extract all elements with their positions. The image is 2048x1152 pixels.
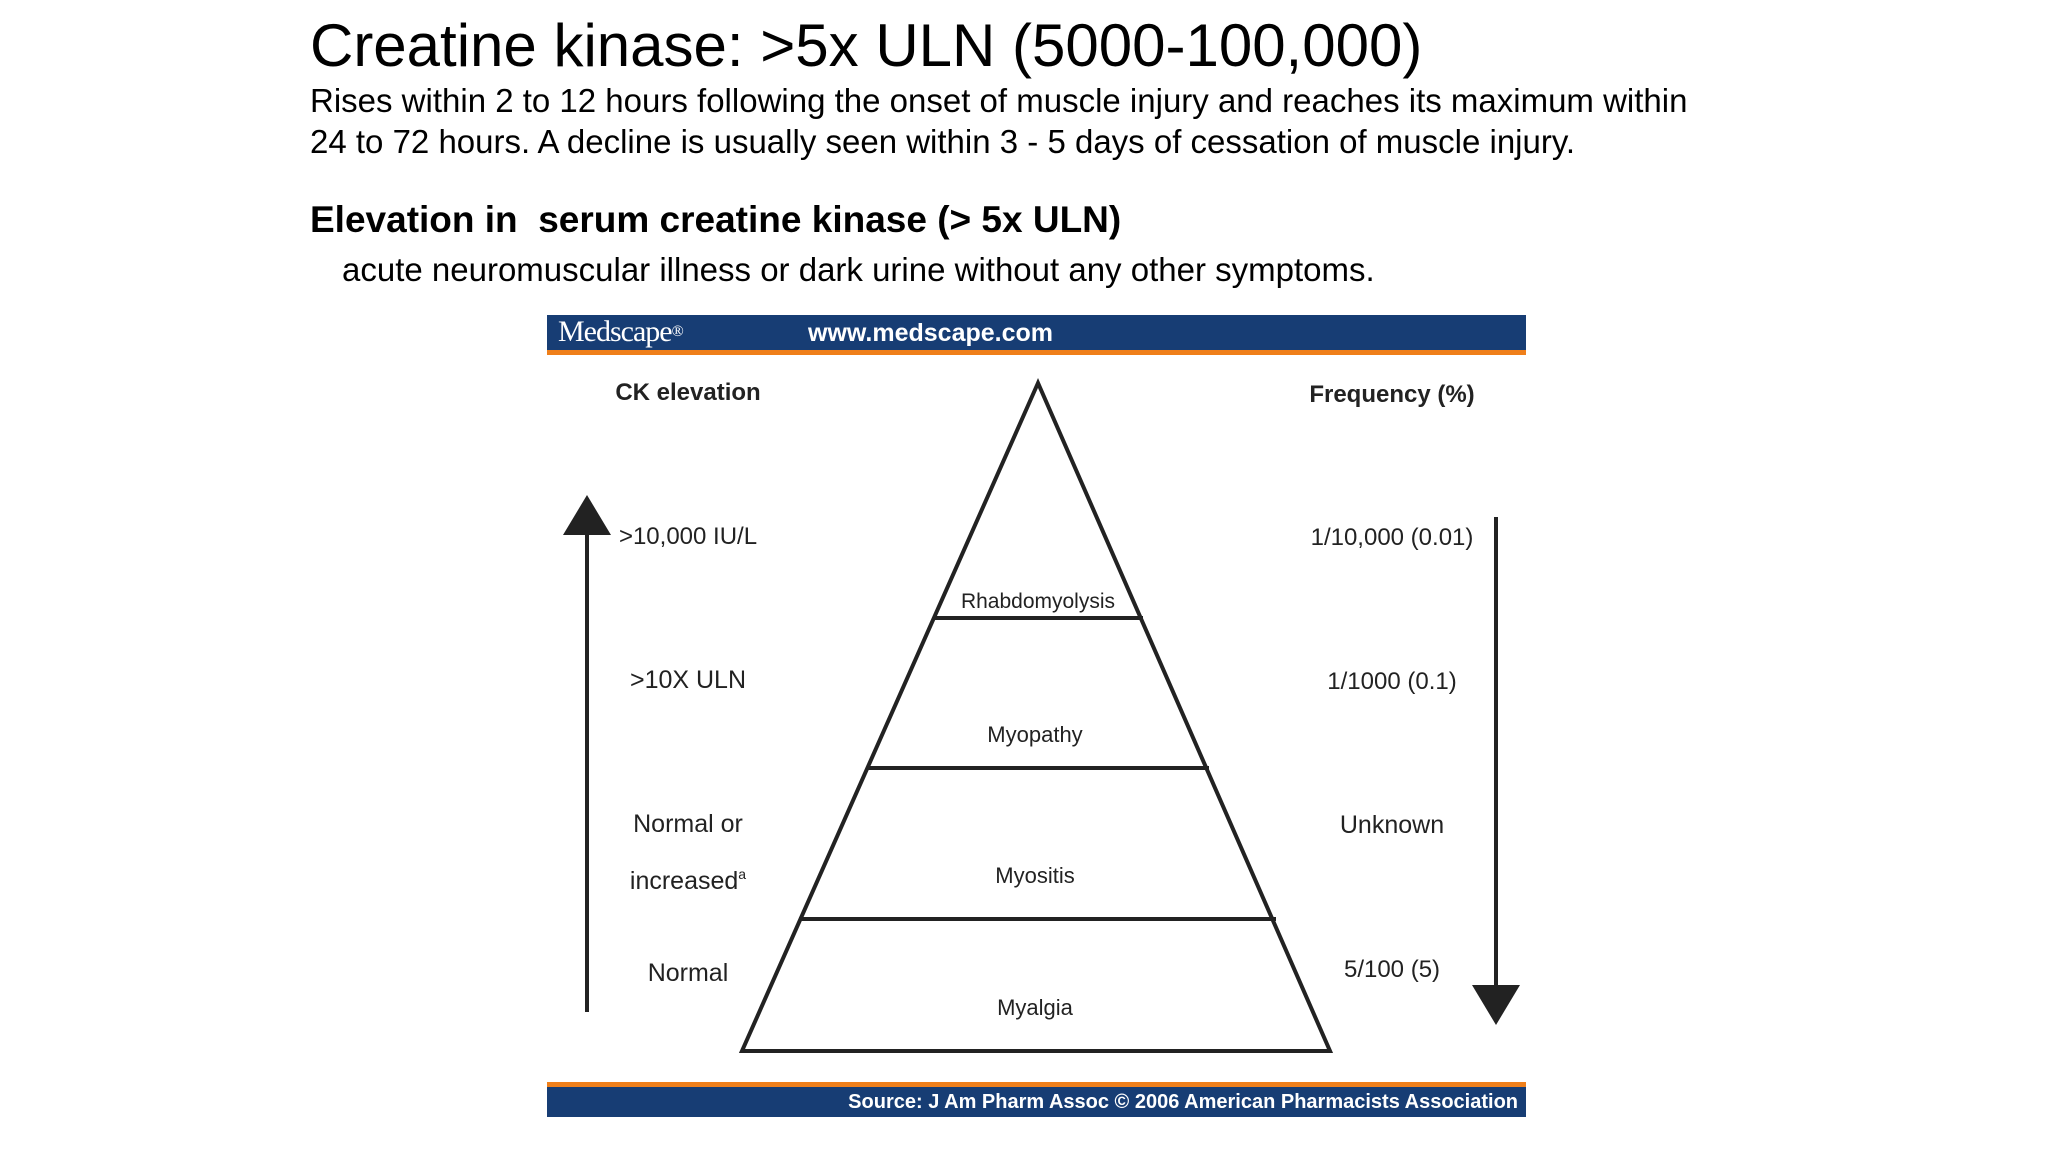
tier-label-myalgia: Myalgia (997, 995, 1073, 1020)
frequency-header: Frequency (%) (1309, 381, 1475, 408)
slide-description (310, 80, 2030, 162)
slide-subtext: acute neuromuscular illness or dark urine without any other symptoms. (342, 251, 1375, 288)
registered-mark: ® (671, 323, 683, 340)
tier-label-myopathy: Myopathy (987, 722, 1083, 747)
ck-label-myositis-line2-text: increased (629, 867, 739, 895)
ck-label-footnote-mark: a (738, 866, 747, 882)
ck-label-rhabdomyolysis: >10,000 IU/L (618, 523, 758, 550)
medscape-url: www.medscape.com (808, 319, 1053, 347)
ck-label-myalgia: Normal (647, 959, 729, 987)
frequency-label-myositis: Unknown (1339, 811, 1445, 839)
description-line-1: Rises within 2 to 12 hours following the onset of muscle injury and reaches its maximum within (310, 82, 1688, 119)
slide-subheading: Elevation in serum creatine kinase (> 5x ULN) (310, 199, 1122, 240)
frequency-label-rhabdomyolysis: 1/10,000 (0.01) (1310, 524, 1474, 551)
ck-label-myositis-line2 (630, 866, 746, 895)
description-line-2: 24 to 72 hours. A decline is usually seen within 3 - 5 days of cessation of muscle injury. (310, 123, 1576, 160)
ck-label-myopathy: >10X ULN (629, 666, 747, 694)
figure-footer-bar (547, 1082, 1526, 1117)
tier-label-rhabdomyolysis: Rhabdomyolysis (960, 590, 1116, 613)
frequency-label-myalgia: 5/100 (5) (1343, 956, 1441, 983)
tier-label-myositis: Myositis (995, 863, 1075, 888)
pyramid-diagram (547, 315, 1526, 1117)
medscape-logo-text: Medscape (558, 315, 672, 348)
figure-source: Source: J Am Pharm Assoc © 2006 American Pharmacists Association (848, 1091, 1518, 1113)
ck-label-myositis-line1: Normal or (633, 810, 743, 838)
ck-pyramid-figure (547, 315, 1526, 1117)
slide-title: Creatine kinase: >5x ULN (5000-100,000) (310, 12, 1423, 79)
frequency-label-myopathy: 1/1000 (0.1) (1327, 668, 1457, 695)
ck-elevation-header: CK elevation (615, 379, 761, 406)
pyramid-outline (742, 383, 1330, 1051)
